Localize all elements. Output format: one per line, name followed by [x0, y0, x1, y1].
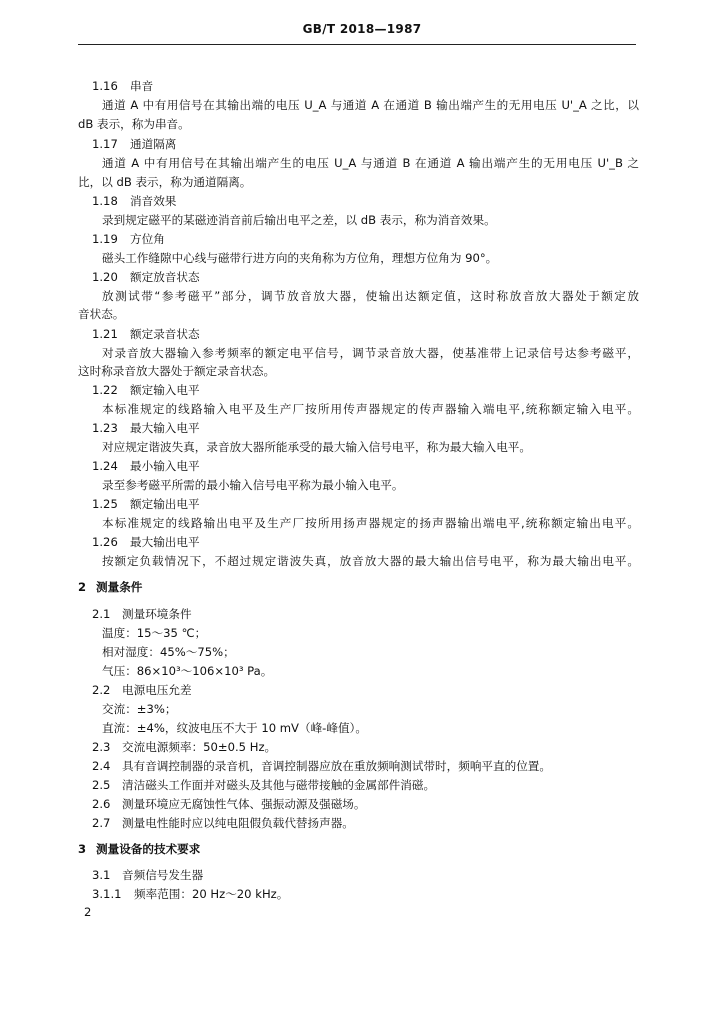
clause-text: 测量电性能时应以纯电阻假负载代替扬声器。 — [122, 816, 354, 830]
clause-text: 温度：15～35 ℃； — [102, 626, 207, 640]
clause-title: 额定录音状态 — [130, 327, 200, 341]
clause-title: 电源电压允差 — [122, 683, 192, 697]
clause-number: 2.6 — [92, 797, 111, 811]
clause-number: 2.3 — [92, 740, 111, 754]
clause-text: 测量环境应无腐蚀性气体、强振动源及强磁场。 — [122, 797, 366, 811]
section-number: 3 — [78, 842, 87, 856]
clause-title: 最大输出电平 — [130, 535, 200, 549]
clause-text: 放测试带“参考磁平”部分，调节放音放大器，使输出达额定值，这时称放音放大器处于额定放 — [102, 289, 639, 303]
clause-number: 1.24 — [92, 459, 118, 473]
clause-text: 清洁磁头工作面并对磁头及其他与磁带接触的金属部件消磁。 — [122, 778, 436, 792]
clause-text: 通道 A 中有用信号在其输出端的电压 U_A 与通道 A 在通道 B 输出端产生的无用电压 U'_A 之比，以 — [102, 98, 639, 112]
clause-number: 1.23 — [92, 421, 118, 435]
clause-text: 对应规定谐波失真，录音放大器所能承受的最大输入信号电平，称为最大输入电平。 — [102, 440, 531, 454]
clause-title: 额定放音状态 — [130, 270, 200, 284]
clause-title: 方位角 — [130, 232, 165, 246]
clause-number: 1.16 — [92, 79, 118, 93]
clause-text: 交流：±3%； — [102, 702, 177, 716]
clause-number: 1.26 — [92, 535, 118, 549]
page-number: 2 — [84, 905, 92, 919]
clause-number: 3.1.1 — [92, 887, 122, 901]
clause-text: 具有音调控制器的录音机，音调控制器应放在重放频响测试带时，频响平直的位置。 — [122, 759, 551, 773]
clause-number: 3.1 — [92, 868, 111, 882]
clause-number: 2.5 — [92, 778, 111, 792]
section-title: 测量条件 — [96, 580, 143, 594]
clause-number: 1.18 — [92, 194, 118, 208]
clause-number: 2.2 — [92, 683, 111, 697]
section-title: 测量设备的技术要求 — [96, 842, 201, 856]
clause-title: 额定输入电平 — [130, 383, 200, 397]
clause-title: 测量环境条件 — [122, 607, 192, 621]
clause-text: 频率范围：20 Hz～20 kHz。 — [134, 887, 289, 901]
clause-text: 本标准规定的线路输入电平及生产厂按所用传声器规定的传声器输入端电平,统称额定输入电平。 — [102, 402, 639, 416]
clause-text: 气压：86×10³～106×10³ Pa。 — [102, 664, 273, 678]
clause-text: 对录音放大器输入参考频率的额定电平信号，调节录音放大器，使基准带上记录信号达参考磁平， — [102, 346, 639, 360]
clause-text: 比，以 dB 表示，称为通道隔离。 — [78, 175, 252, 189]
header-rule — [78, 44, 636, 45]
clause-text: 交流电源频率：50±0.5 Hz。 — [122, 740, 277, 754]
clause-text: 这时称录音放大器处于额定录音状态。 — [78, 364, 276, 378]
page-header-standard-code: GB/T 2018—1987 — [302, 22, 422, 36]
clause-title: 最小输入电平 — [130, 459, 200, 473]
clause-text: 音频信号发生器 — [122, 868, 204, 882]
clause-number: 1.22 — [92, 383, 118, 397]
clause-text: dB 表示，称为串音。 — [78, 117, 190, 131]
clause-title: 最大输入电平 — [130, 421, 200, 435]
clause-number: 1.17 — [92, 137, 118, 151]
clause-title: 消音效果 — [130, 194, 177, 208]
clause-title: 通道隔离 — [130, 137, 177, 151]
clause-title: 额定输出电平 — [130, 497, 200, 511]
clause-number: 2.7 — [92, 816, 111, 830]
section-number: 2 — [78, 580, 87, 594]
clause-text: 通道 A 中有用信号在其输出端产生的电压 U_A 与通道 B 在通道 A 输出端产生的无用电压 U'_B 之 — [102, 156, 639, 170]
clause-text: 录至参考磁平所需的最小输入信号电平称为最小输入电平。 — [102, 478, 404, 492]
clause-text: 相对湿度：45%～75%； — [102, 645, 235, 659]
clause-text: 音状态。 — [78, 307, 125, 321]
clause-text: 直流：±4%，纹波电压不大于 10 mV（峰-峰值）。 — [102, 721, 367, 735]
clause-number: 1.21 — [92, 327, 118, 341]
clause-number: 2.4 — [92, 759, 111, 773]
clause-title: 串音 — [130, 79, 154, 93]
clause-text: 本标准规定的线路输出电平及生产厂按所用扬声器规定的扬声器输出端电平,统称额定输出电平。 — [102, 516, 639, 530]
clause-text: 录到规定磁平的某磁迹消音前后输出电平之差，以 dB 表示，称为消音效果。 — [102, 213, 496, 227]
clause-number: 1.25 — [92, 497, 118, 511]
clause-number: 2.1 — [92, 607, 111, 621]
clause-number: 1.20 — [92, 270, 118, 284]
clause-text: 磁头工作缝隙中心线与磁带行进方向的夹角称为方位角，理想方位角为 90°。 — [102, 251, 498, 265]
clause-text: 按额定负载情况下，不超过规定谐波失真，放音放大器的最大输出信号电平，称为最大输出电平。 — [102, 554, 639, 568]
clause-number: 1.19 — [92, 232, 118, 246]
